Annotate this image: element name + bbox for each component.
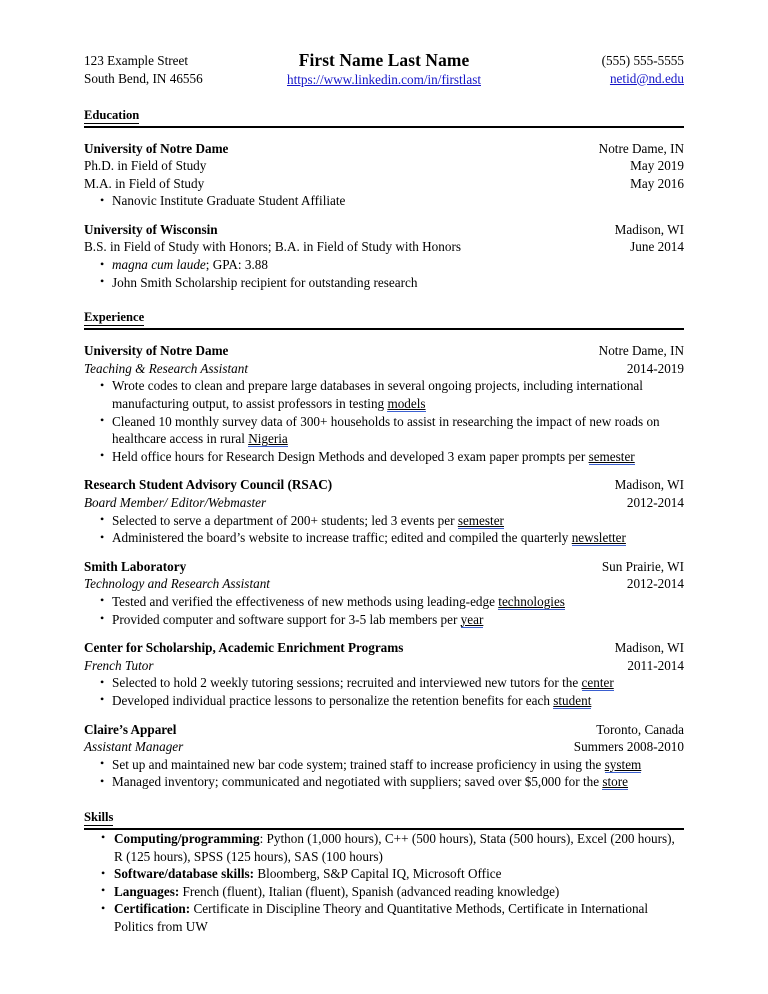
entry-location: Notre Dame, IN <box>598 343 684 359</box>
experience-bullets <box>84 593 684 628</box>
entry-row-left <box>84 721 596 739</box>
section-experience <box>84 310 684 791</box>
job-title: Board Member/ Editor/Webmaster <box>84 495 267 510</box>
education-entry <box>84 140 684 210</box>
education-entry <box>84 221 684 291</box>
entry-date: 2014-2019 <box>626 360 684 376</box>
entry-row <box>84 738 684 756</box>
organization-name: University of Notre Dame <box>84 140 229 156</box>
flagged-word: semester <box>457 512 504 528</box>
entry-date: 2011-2014 <box>627 657 684 673</box>
entry-location: Madison, WI <box>614 221 684 237</box>
name-and-link <box>284 50 484 89</box>
entry-row-left <box>84 738 574 756</box>
job-title: Teaching & Research Assistant <box>84 360 248 376</box>
bullet-item: • Wrote codes to clean and prepare large databases in several ongoing projects, including international manufacturing output, to assist professors in testing models <box>84 377 684 412</box>
bullet-item: • Held office hours for Research Design Methods and developed 3 exam paper prompts per semester <box>84 448 684 466</box>
entry-row-left <box>84 558 602 576</box>
bullet-item: • Nanovic Institute Graduate Student Affiliate <box>84 192 684 210</box>
flagged-word: student <box>553 692 592 708</box>
section-heading-skills <box>84 810 684 826</box>
linkedin-link[interactable]: https://www.linkedin.com/in/firstlast <box>286 72 481 87</box>
organization-name: Research Student Advisory Council (RSAC) <box>84 477 333 493</box>
entry-location: Madison, WI <box>614 477 684 493</box>
bullet-item: • Set up and maintained new bar code system; trained staff to increase proficiency in using the system <box>84 756 684 774</box>
education-entry-list <box>84 140 684 292</box>
experience-entry <box>84 476 684 546</box>
bullet-item: • John Smith Scholarship recipient for outstanding research <box>84 274 684 292</box>
entry-date: 2012-2014 <box>626 576 684 592</box>
entry-row <box>84 140 684 158</box>
skill-item: • Computing/programming: Python (1,000 hours), C++ (500 hours), Stata (500 hours), Excel (200 hours), R (125 hours), SPSS (125 hours), SAS (100 hours) <box>84 830 684 865</box>
bullet-item: • Tested and verified the effectiveness of new methods using leading-edge technologies <box>84 593 684 611</box>
section-heading-education <box>84 108 684 124</box>
section-title-skills: Skills <box>84 809 114 824</box>
organization-name: Smith Laboratory <box>84 558 187 574</box>
entry-location: Toronto, Canada <box>596 721 684 737</box>
email-link[interactable]: netid@nd.edu <box>609 70 684 86</box>
entry-location: Madison, WI <box>614 640 684 656</box>
entry-row-left <box>84 657 627 675</box>
entry-row-left <box>84 175 630 193</box>
entry-row <box>84 494 684 512</box>
section-divider-experience <box>84 328 684 330</box>
bullet-item: • Cleaned 10 monthly survey data of 300+ households to assist in researching the impact of new roads on healthcare access in rural Nigeria <box>84 413 684 448</box>
entry-row <box>84 342 684 360</box>
skill-item: • Software/database skills: Bloomberg, S&P Capital IQ, Microsoft Office <box>84 865 684 883</box>
contact-address <box>84 52 284 87</box>
address-line-2: South Bend, IN 46556 <box>84 70 203 86</box>
experience-entry <box>84 558 684 628</box>
entry-row-left <box>84 238 630 256</box>
entry-row <box>84 639 684 657</box>
flagged-word: semester <box>588 448 635 464</box>
entry-date: May 2016 <box>630 175 684 191</box>
skill-label: Languages: <box>114 883 180 899</box>
entry-row <box>84 175 684 193</box>
bullet-item: • Administered the board’s website to increase traffic; edited and compiled the quarterly newsletter <box>84 529 684 547</box>
experience-entry <box>84 639 684 709</box>
entry-location: Sun Prairie, WI <box>601 558 684 574</box>
entry-row <box>84 575 684 593</box>
section-heading-experience <box>84 310 684 326</box>
skills-list <box>84 830 684 936</box>
flagged-word: Nigeria <box>248 431 288 447</box>
entry-location: Notre Dame, IN <box>598 140 684 156</box>
entry-row-left <box>84 140 599 158</box>
organization-name: University of Notre Dame <box>84 343 229 359</box>
section-divider-education <box>84 126 684 128</box>
education-bullets <box>84 256 684 291</box>
skill-item: • Certification: Certificate in Discipline Theory and Quantitative Methods, Certificate in International Politics from UW <box>84 900 684 935</box>
flagged-word: newsletter <box>571 530 626 546</box>
job-title: Assistant Manager <box>84 739 184 755</box>
entry-row-left <box>84 476 615 494</box>
entry-row-left <box>84 221 615 239</box>
flagged-word: technologies <box>498 593 565 609</box>
bullet-italic-lead: magna cum laude <box>112 257 206 273</box>
bullet-item: • Selected to serve a department of 200+ students; led 3 events per semester <box>84 512 684 530</box>
entry-row-left <box>84 639 615 657</box>
experience-bullets <box>84 512 684 547</box>
skill-item: • Languages: French (fluent), Italian (fluent), Spanish (advanced reading knowledge) <box>84 883 684 901</box>
experience-entry <box>84 721 684 791</box>
entry-row <box>84 558 684 576</box>
flagged-word: center <box>581 675 614 691</box>
flagged-word: store <box>602 774 629 790</box>
education-bullets <box>84 192 684 210</box>
entry-row <box>84 221 684 239</box>
entry-row <box>84 657 684 675</box>
experience-entry <box>84 342 684 465</box>
phone-number: (555) 555-5555 <box>601 53 684 68</box>
experience-bullets <box>84 377 684 465</box>
organization-name: Center for Scholarship, Academic Enrichment Programs <box>84 640 404 656</box>
bullet-item: • magna cum laude; GPA: 3.88 <box>84 256 684 274</box>
section-title-education: Education <box>84 107 140 122</box>
entry-row <box>84 721 684 739</box>
entry-row-left <box>84 494 627 512</box>
experience-bullets <box>84 756 684 791</box>
degree-text: Ph.D. in Field of Study <box>84 158 207 174</box>
entry-row-left <box>84 342 599 360</box>
experience-bullets <box>84 674 684 709</box>
bullet-item: • Provided computer and software support for 3-5 lab members per year <box>84 611 684 629</box>
entry-row-left <box>84 575 627 593</box>
section-skills <box>84 810 684 936</box>
entry-row-left <box>84 157 630 175</box>
resume-header <box>84 52 684 89</box>
job-title: French Tutor <box>84 657 154 673</box>
bullet-item: • Managed inventory; communicated and negotiated with suppliers; saved over $5,000 for the store <box>84 773 684 791</box>
bullet-item: • Developed individual practice lessons to personalize the retention benefits for each student <box>84 692 684 710</box>
skill-label: Software/database skills: <box>114 866 255 882</box>
section-title-experience: Experience <box>84 310 145 325</box>
skill-label: Certification: <box>114 901 191 917</box>
organization-name: University of Wisconsin <box>84 221 218 237</box>
bullet-item: • Selected to hold 2 weekly tutoring sessions; recruited and interviewed new tutors for the center <box>84 674 684 692</box>
degree-text: B.S. in Field of Study with Honors; B.A. in Field of Study with Honors <box>84 239 461 255</box>
address-line-1: 123 Example Street <box>84 53 189 68</box>
degree-text: M.A. in Field of Study <box>84 175 205 191</box>
entry-date: 2012-2014 <box>626 495 684 510</box>
contact-phone-email <box>484 52 684 87</box>
page-title: First Name Last Name <box>298 50 470 70</box>
experience-entry-list <box>84 342 684 791</box>
entry-row <box>84 360 684 378</box>
skill-label: Computing/programming <box>114 830 260 846</box>
entry-row <box>84 157 684 175</box>
section-education <box>84 108 684 292</box>
entry-row-left <box>84 360 627 378</box>
flagged-word: system <box>604 756 642 772</box>
flagged-word: year <box>460 611 484 627</box>
entry-date: May 2019 <box>630 158 684 174</box>
entry-row <box>84 476 684 494</box>
job-title: Technology and Research Assistant <box>84 576 270 592</box>
flagged-word: models <box>387 396 426 412</box>
organization-name: Claire’s Apparel <box>84 721 177 737</box>
entry-date: June 2014 <box>630 239 684 255</box>
entry-date: Summers 2008-2010 <box>573 739 684 755</box>
entry-row <box>84 238 684 256</box>
